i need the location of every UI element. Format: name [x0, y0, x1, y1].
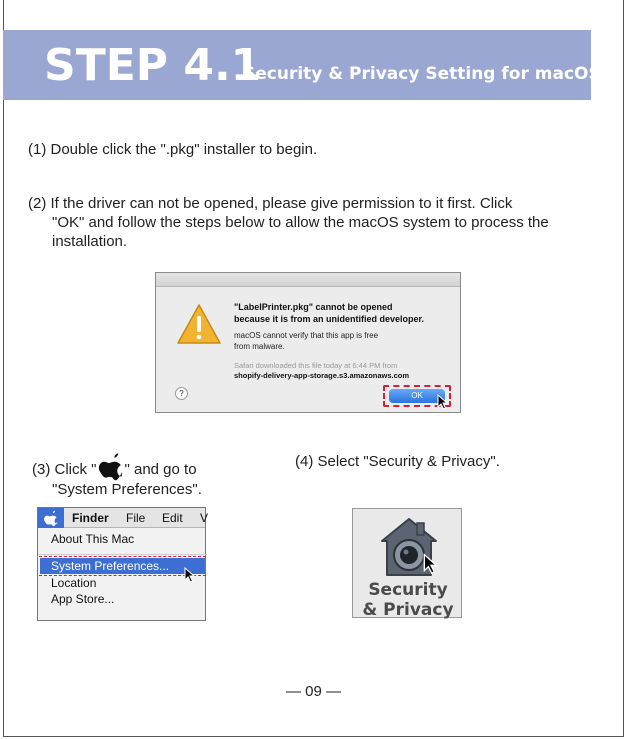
menu-item-about-this-mac[interactable]: About This Mac	[51, 532, 135, 546]
dialog-title-line-2: because it is from an unidentified developer.	[234, 314, 425, 324]
warning-icon	[176, 303, 222, 345]
menu-view[interactable]: V	[200, 511, 209, 525]
finder-menu-bar	[38, 508, 209, 528]
dialog-title	[234, 301, 454, 325]
dialog-message-line-2: from malware.	[234, 342, 285, 351]
page-number: — 09 —	[285, 683, 342, 700]
mouse-pointer-icon	[423, 553, 439, 575]
instruction-step-2	[28, 194, 608, 251]
step2-line-2: "OK" and follow the steps below to allow the macOS system to process the	[52, 214, 549, 231]
apple-menu-button[interactable]	[38, 508, 64, 528]
dialog-download-host: shopify-delivery-app-storage.s3.amazonaws.com	[234, 371, 410, 380]
menu-finder[interactable]: Finder	[72, 511, 109, 525]
security-label-line-2: & Privacy	[362, 600, 454, 620]
menu-item-location[interactable]: Location	[51, 576, 97, 590]
security-privacy-pref-icon[interactable]	[352, 508, 462, 618]
step3-line-2: "System Preferences".	[52, 481, 202, 498]
step3-text-after: " and go to	[124, 461, 197, 478]
dialog-title-line-1: "LabelPrinter.pkg" cannot be opened	[234, 302, 393, 312]
menu-item-app-store[interactable]: App Store...	[51, 592, 115, 606]
dialog-download-note: Safari downloaded this file today at 6:44 PM from	[234, 361, 398, 370]
step-title: STEP 4.1	[44, 40, 262, 91]
mouse-pointer-icon	[437, 394, 449, 410]
finder-apple-menu	[37, 507, 209, 621]
step2-line-3: installation.	[52, 233, 128, 250]
instruction-step-1: (1) Double click the ".pkg" installer to begin.	[28, 141, 318, 158]
instruction-step-3	[32, 452, 202, 499]
help-button[interactable]: ?	[175, 387, 188, 400]
dialog-message	[234, 330, 434, 352]
step2-line-1: (2) If the driver can not be opened, please give permission to it first. Click	[28, 195, 513, 212]
mouse-pointer-icon	[184, 567, 196, 583]
menu-edit[interactable]: Edit	[162, 511, 183, 525]
dialog-message-line-1: macOS cannot verify that this app is free	[234, 331, 379, 340]
apple-logo-icon	[98, 452, 124, 480]
step-subtitle: Security & Privacy Setting for macOS	[243, 64, 601, 84]
menu-item-system-preferences[interactable]: System Preferences...	[51, 559, 170, 573]
instruction-step-4: (4) Select "Security & Privacy".	[295, 453, 500, 470]
apple-menu-icon	[44, 510, 58, 526]
menu-separator	[38, 554, 207, 555]
step3-text-before: (3) Click "	[32, 461, 97, 478]
ok-button[interactable]: OK	[389, 389, 445, 403]
menu-file[interactable]: File	[126, 511, 146, 525]
dialog-titlebar	[156, 273, 460, 287]
unidentified-developer-dialog	[155, 272, 461, 413]
security-label-line-1: Security	[368, 580, 448, 600]
